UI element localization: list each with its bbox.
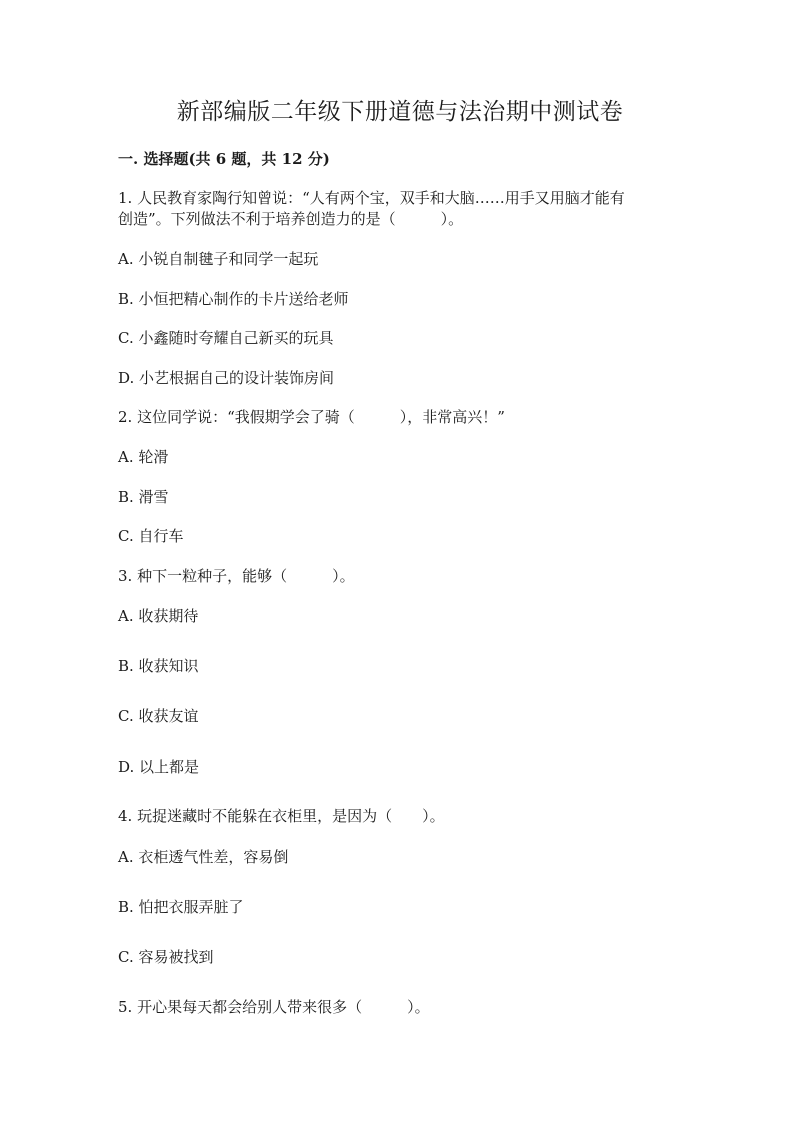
question-1-option-d: D. 小艺根据自己的设计装饰房间 — [118, 369, 335, 387]
question-1-option-c: C. 小鑫随时夸耀自己新买的玩具 — [118, 329, 334, 347]
question-1-stem-line-2: 创造”。下列做法不利于培养创造力的是（ ）。 — [118, 210, 464, 228]
question-4-option-b: B. 怕把衣服弄脏了 — [118, 898, 244, 916]
question-3-stem: 3. 种下一粒种子，能够（ ）。 — [118, 567, 355, 585]
question-3-option-d: D. 以上都是 — [118, 758, 200, 776]
question-2-option-a: A. 轮滑 — [118, 448, 169, 466]
question-1-option-a: A. 小锐自制毽子和同学一起玩 — [118, 250, 319, 268]
question-3-option-c: C. 收获友谊 — [118, 707, 199, 725]
question-3-option-a: A. 收获期待 — [118, 607, 199, 625]
question-4-stem: 4. 玩捉迷藏时不能躲在衣柜里，是因为（ ）。 — [118, 807, 445, 825]
section-heading: 一. 选择题(共 6 题，共 12 分) — [118, 150, 330, 168]
question-2-option-c: C. 自行车 — [118, 527, 184, 545]
question-1-option-b: B. 小恒把精心制作的卡片送给老师 — [118, 290, 349, 308]
page-title: 新部编版二年级下册道德与法治期中测试卷 — [176, 99, 624, 125]
question-2-option-b: B. 滑雪 — [118, 488, 169, 506]
question-4-option-a: A. 衣柜透气性差，容易倒 — [118, 848, 289, 866]
question-3-option-b: B. 收获知识 — [118, 657, 199, 675]
question-1-stem-line-1: 1. 人民教育家陶行知曾说：“人有两个宝，双手和大脑……用手又用脑才能有 — [118, 189, 625, 207]
question-5-stem: 5. 开心果每天都会给别人带来很多（ ）。 — [118, 998, 430, 1016]
question-2-stem: 2. 这位同学说：“我假期学会了骑（ ），非常高兴！” — [118, 408, 505, 426]
question-4-option-c: C. 容易被找到 — [118, 948, 214, 966]
